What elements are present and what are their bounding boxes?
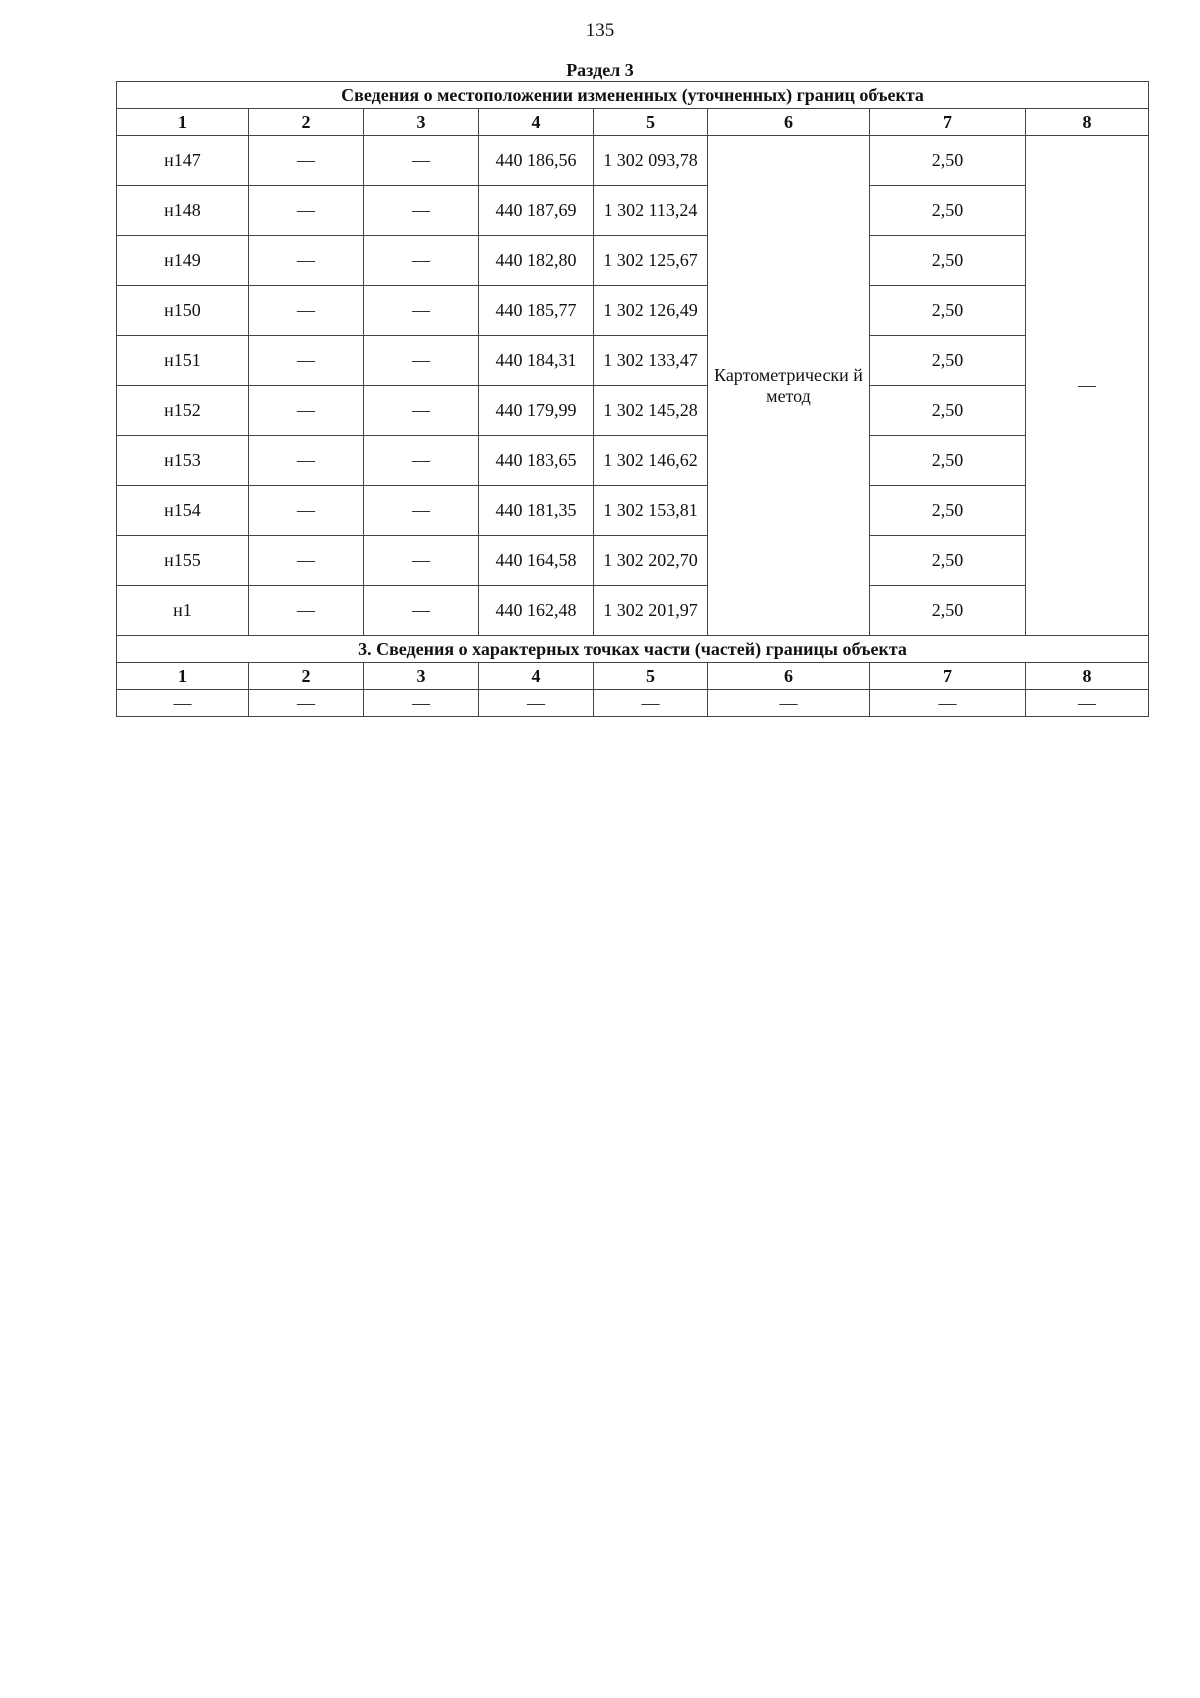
- table-cell-col-4: 440 164,58: [479, 536, 594, 586]
- table-cell-col-2: —: [249, 386, 364, 436]
- table-cell-col-7: 2,50: [870, 336, 1026, 386]
- table-cell-col-1: н150: [117, 286, 249, 336]
- table-row: [117, 386, 1149, 436]
- table-cell-col-1: н149: [117, 236, 249, 286]
- table-cell-col-7: 2,50: [870, 386, 1026, 436]
- table-cell-col-3: —: [364, 536, 479, 586]
- section2-cell-col-8: —: [1026, 690, 1149, 717]
- section2-cell-col-5: —: [594, 690, 708, 717]
- table-cell-col-2: —: [249, 436, 364, 486]
- table-cell-col-3: —: [364, 136, 479, 186]
- table-cell-col-1: н152: [117, 386, 249, 436]
- table-cell-col-2: —: [249, 586, 364, 636]
- boundary-table-body: [117, 82, 1149, 717]
- table-cell-col-4: 440 186,56: [479, 136, 594, 186]
- table-row: [117, 186, 1149, 236]
- table-row: [117, 536, 1149, 586]
- table-row: [117, 336, 1149, 386]
- table-cell-col-2: —: [249, 236, 364, 286]
- section2-cell-col-2: —: [249, 690, 364, 717]
- table-cell-col-7: 2,50: [870, 486, 1026, 536]
- table-cell-col-5: 1 302 201,97: [594, 586, 708, 636]
- table-row: [117, 586, 1149, 636]
- column-header-2: 2: [249, 109, 364, 136]
- table-cell-col-3: —: [364, 486, 479, 536]
- section2-cell-col-4: —: [479, 690, 594, 717]
- table-row: [117, 136, 1149, 186]
- table-cell-col-3: —: [364, 236, 479, 286]
- column-header-6: 6: [708, 109, 870, 136]
- section2-caption-row: [117, 636, 1149, 663]
- table-cell-col-5: 1 302 153,81: [594, 486, 708, 536]
- section2-caption: 3. Сведения о характерных точках части (частей) границы объекта: [117, 636, 1149, 663]
- table-cell-col-2: —: [249, 286, 364, 336]
- table-cell-col-4: 440 183,65: [479, 436, 594, 486]
- table-cell-col-3: —: [364, 586, 479, 636]
- column-header-5: 5: [594, 109, 708, 136]
- section2-column-header-1: 1: [117, 663, 249, 690]
- section2-column-header-6: 6: [708, 663, 870, 690]
- table-cell-col-1: н153: [117, 436, 249, 486]
- table-cell-col-3: —: [364, 286, 479, 336]
- section2-cell-col-3: —: [364, 690, 479, 717]
- column-header-4: 4: [479, 109, 594, 136]
- table-cell-col-1: н148: [117, 186, 249, 236]
- table-cell-col-5: 1 302 125,67: [594, 236, 708, 286]
- table-cell-col-2: —: [249, 136, 364, 186]
- table-cell-col-7: 2,50: [870, 286, 1026, 336]
- table-cell-col-1: н151: [117, 336, 249, 386]
- table-cell-col-7: 2,50: [870, 436, 1026, 486]
- section2-row: [117, 690, 1149, 717]
- boundary-table: [116, 81, 1149, 717]
- section2-column-header-7: 7: [870, 663, 1026, 690]
- column-header-3: 3: [364, 109, 479, 136]
- table-cell-col-5: 1 302 126,49: [594, 286, 708, 336]
- table-cell-col-7: 2,50: [870, 536, 1026, 586]
- table-caption-row: [117, 82, 1149, 109]
- table-cell-col-4: 440 184,31: [479, 336, 594, 386]
- table-cell-col-4: 440 179,99: [479, 386, 594, 436]
- column-8-cell: —: [1026, 136, 1149, 636]
- column-header-8: 8: [1026, 109, 1149, 136]
- page-number: 135: [585, 20, 615, 41]
- section2-column-header-2: 2: [249, 663, 364, 690]
- table-row: [117, 436, 1149, 486]
- section2-cell-col-6: —: [708, 690, 870, 717]
- table-row: [117, 486, 1149, 536]
- section2-cell-col-7: —: [870, 690, 1026, 717]
- table-cell-col-7: 2,50: [870, 586, 1026, 636]
- table-cell-col-1: н154: [117, 486, 249, 536]
- table-cell-col-5: 1 302 113,24: [594, 186, 708, 236]
- method-cell: Картометрически й метод: [708, 136, 870, 636]
- table-cell-col-4: 440 181,35: [479, 486, 594, 536]
- section2-column-header-3: 3: [364, 663, 479, 690]
- table-cell-col-3: —: [364, 336, 479, 386]
- table-cell-col-7: 2,50: [870, 236, 1026, 286]
- section2-header-row: [117, 663, 1149, 690]
- column-header-7: 7: [870, 109, 1026, 136]
- table-cell-col-2: —: [249, 486, 364, 536]
- section2-column-header-5: 5: [594, 663, 708, 690]
- column-header-1: 1: [117, 109, 249, 136]
- table-row: [117, 236, 1149, 286]
- table-cell-col-1: н1: [117, 586, 249, 636]
- table-row: [117, 286, 1149, 336]
- section2-cell-col-1: —: [117, 690, 249, 717]
- table-cell-col-3: —: [364, 186, 479, 236]
- table-cell-col-5: 1 302 146,62: [594, 436, 708, 486]
- table-cell-col-4: 440 182,80: [479, 236, 594, 286]
- table-header-row: [117, 109, 1149, 136]
- table-cell-col-1: н155: [117, 536, 249, 586]
- table-cell-col-3: —: [364, 436, 479, 486]
- table-cell-col-2: —: [249, 336, 364, 386]
- table-cell-col-3: —: [364, 386, 479, 436]
- table-cell-col-1: н147: [117, 136, 249, 186]
- table-cell-col-4: 440 162,48: [479, 586, 594, 636]
- table-cell-col-5: 1 302 202,70: [594, 536, 708, 586]
- table-cell-col-5: 1 302 133,47: [594, 336, 708, 386]
- table-cell-col-2: —: [249, 186, 364, 236]
- table-cell-col-4: 440 185,77: [479, 286, 594, 336]
- table-caption: Сведения о местоположении измененных (уточненных) границ объекта: [117, 82, 1149, 109]
- section2-column-header-8: 8: [1026, 663, 1149, 690]
- table-cell-col-7: 2,50: [870, 186, 1026, 236]
- table-cell-col-7: 2,50: [870, 136, 1026, 186]
- table-cell-col-5: 1 302 145,28: [594, 386, 708, 436]
- table-cell-col-5: 1 302 093,78: [594, 136, 708, 186]
- table-cell-col-4: 440 187,69: [479, 186, 594, 236]
- table-cell-col-2: —: [249, 536, 364, 586]
- section2-column-header-4: 4: [479, 663, 594, 690]
- section-title: Раздел 3: [566, 60, 634, 80]
